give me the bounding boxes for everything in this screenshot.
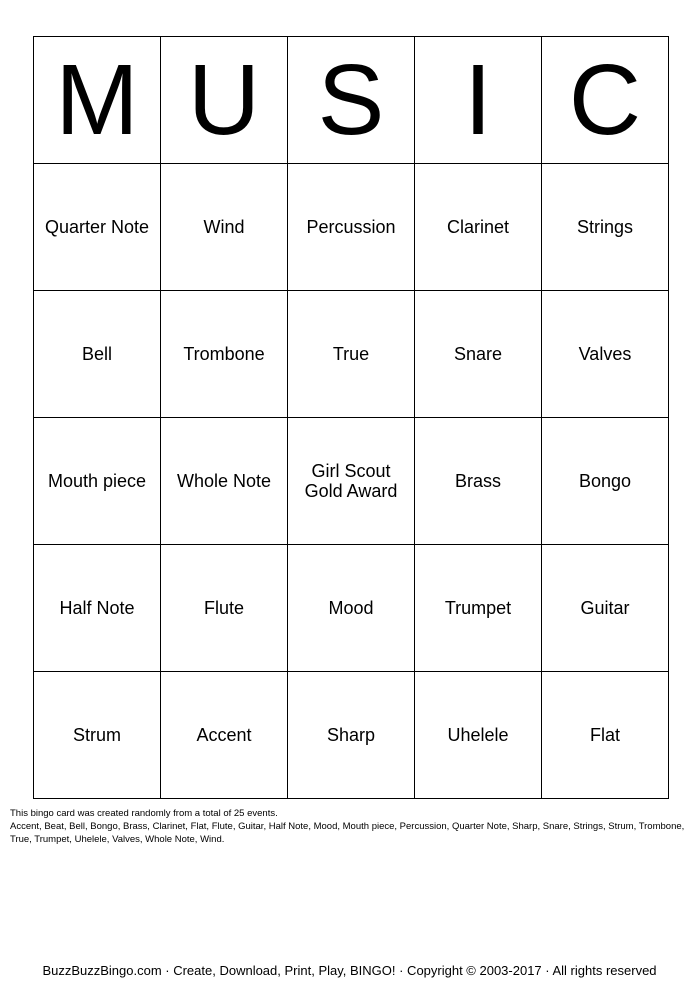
bingo-cell: Wind — [161, 164, 288, 291]
bingo-cell: Bongo — [542, 418, 669, 545]
bingo-cell: Mouth piece — [34, 418, 161, 545]
header-letter: C — [542, 37, 669, 164]
info-summary: This bingo card was created randomly from a total of 25 events. — [10, 808, 278, 819]
bingo-cell: Accent — [161, 672, 288, 799]
bingo-cell: Valves — [542, 291, 669, 418]
bingo-cell: Trombone — [161, 291, 288, 418]
bingo-cell: Bell — [34, 291, 161, 418]
card-info — [10, 807, 690, 846]
bingo-cell: Whole Note — [161, 418, 288, 545]
bingo-cell: Sharp — [288, 672, 415, 799]
header-row — [34, 37, 669, 164]
header-letter: M — [34, 37, 161, 164]
bingo-cell: True — [288, 291, 415, 418]
bingo-cell: Flute — [161, 545, 288, 672]
card-row — [34, 545, 669, 672]
footer-text: BuzzBuzzBingo.com · Create, Download, Print, Play, BINGO! · Copyright © 2003-2017 · All rights reserved — [42, 963, 657, 978]
header-letter: I — [415, 37, 542, 164]
bingo-cell: Half Note — [34, 545, 161, 672]
bingo-cell: Strings — [542, 164, 669, 291]
bingo-cell: Strum — [34, 672, 161, 799]
card-row — [34, 418, 669, 545]
bingo-cell: Girl Scout Gold Award — [288, 418, 415, 545]
header-letter: S — [288, 37, 415, 164]
bingo-cell: Quarter Note — [34, 164, 161, 291]
bingo-cell: Uhelele — [415, 672, 542, 799]
card-row — [34, 672, 669, 799]
bingo-cell: Flat — [542, 672, 669, 799]
bingo-cell: Snare — [415, 291, 542, 418]
card-row — [34, 164, 669, 291]
info-event-list: Accent, Beat, Bell, Bongo, Brass, Clarinet, Flat, Flute, Guitar, Half Note, Mood, Mouth piece, Percussion, Quarter Note, Sharp, Snare, Strings, Strum, Trombone, True, Trumpet, Uhelele, Valves, Whole Note, Wind. — [10, 821, 685, 845]
bingo-cell: Clarinet — [415, 164, 542, 291]
bingo-cell: Brass — [415, 418, 542, 545]
card-row — [34, 291, 669, 418]
bingo-cell: Percussion — [288, 164, 415, 291]
bingo-cell: Trumpet — [415, 545, 542, 672]
bingo-cell: Mood — [288, 545, 415, 672]
bingo-cell: Guitar — [542, 545, 669, 672]
header-letter: U — [161, 37, 288, 164]
bingo-card — [33, 36, 669, 799]
